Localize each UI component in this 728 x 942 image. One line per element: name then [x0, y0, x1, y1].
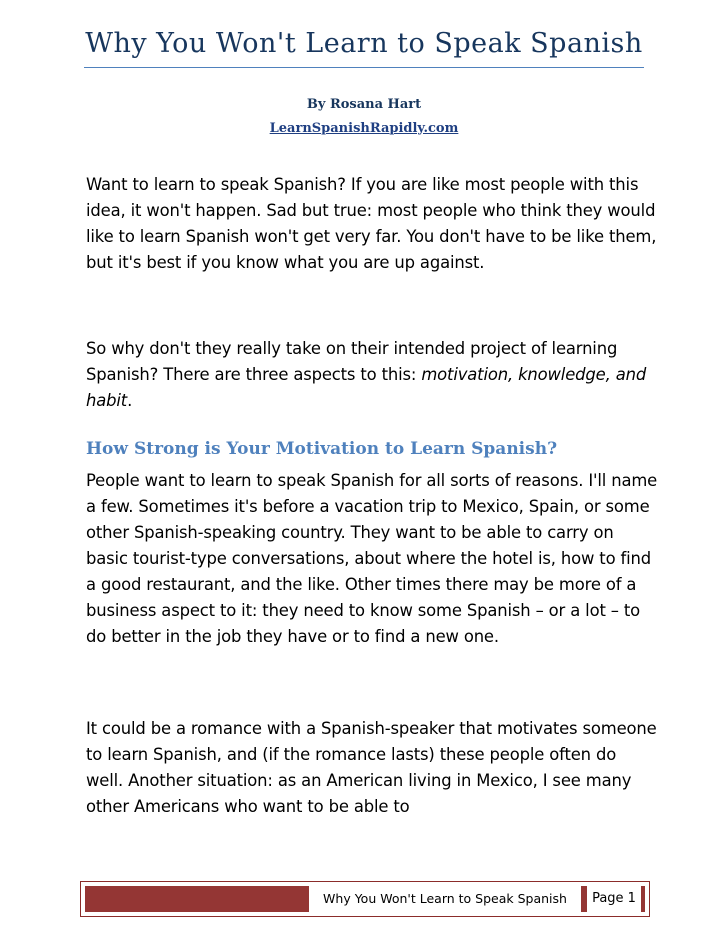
paragraph-aspects-text: So why don't they really take on their intended project of learning Spanish? There are three aspects to this:	[86, 339, 618, 384]
aspects-emphasis: motivation, knowledge, and habit	[86, 365, 647, 410]
section-heading-motivation: How Strong is Your Motivation to Learn Spanish?	[86, 439, 558, 459]
author-byline: By Rosana Hart	[306, 97, 422, 112]
paragraph-aspects-end: .	[127, 391, 133, 410]
title-underline	[84, 67, 644, 68]
paragraph-intro: Want to learn to speak Spanish? If you are like most people with this idea, it won't happen. Sad but true: most people who think they would like to learn Spanish won't get very far. You don't have to be like them, but it's best if you know what you are up against.	[86, 175, 657, 272]
footer-bar	[85, 886, 645, 912]
footer-title: Why You Won't Learn to Speak Spanish	[309, 886, 581, 912]
paragraph-aspects	[86, 336, 658, 414]
footer-page-number: Page 1	[587, 886, 641, 912]
site-link[interactable]: LearnSpanishRapidly.com	[269, 121, 459, 136]
paragraph-reasons: People want to learn to speak Spanish for all sorts of reasons. I'll name a few. Sometimes it's before a vacation trip to Mexico, Spain, or some other Spanish-speaking country. They want to be able to carry on basic tourist-type conversations, about where the hotel is, how to find a good restaurant, and the like. Other times there may be more of a business aspect to it: they need to know some Spanish – or a lot – to do better in the job they have or to find a new one.	[86, 471, 658, 646]
paragraph-romance: It could be a romance with a Spanish-speaker that motivates someone to learn Spanish, and (if the romance lasts) these people often do well. Another situation: as an American living in Mexico, I see many other Americans who want to be able to	[86, 719, 657, 816]
site-link-container	[0, 120, 728, 138]
document-title: Why You Won't Learn to Speak Spanish	[85, 28, 643, 59]
page-footer	[80, 881, 650, 917]
